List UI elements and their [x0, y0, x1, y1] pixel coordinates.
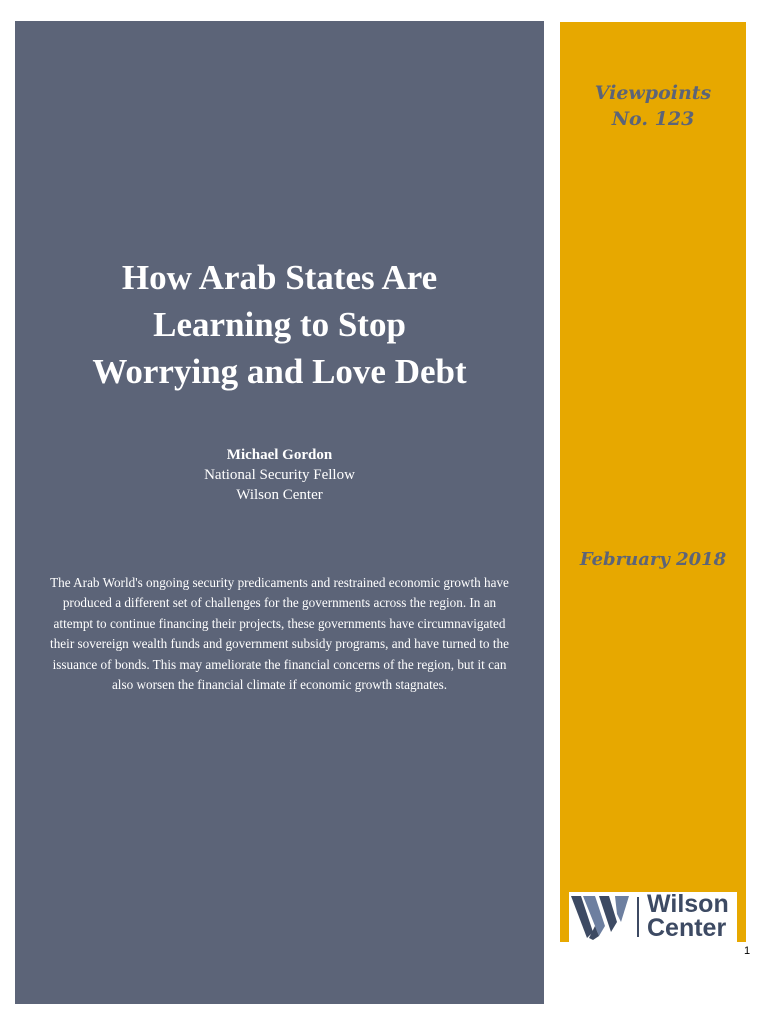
- series-label: [560, 80, 746, 132]
- logo-wordmark: [647, 892, 729, 940]
- wilson-center-w-logo-icon: [569, 892, 633, 942]
- abstract-text: The Arab World's ongoing security predicaments and restrained economic growth have produced a different set of challenges for the governments across the region. In an attempt to continue financing their projects, these governments have circumnavigated their sovereign wealth funds and government subsidy programs, and have turned to the issuance of bonds. This may ameliorate the financial concerns of the region, but it can also worsen the financial climate if economic growth stagnates.: [50, 575, 509, 693]
- title-line-3: Worrying and Love Debt: [92, 352, 467, 391]
- page-number: 1: [744, 945, 751, 957]
- cover-right-panel: [560, 22, 746, 942]
- author-block: [15, 445, 544, 505]
- author-organization: Wilson Center: [236, 487, 323, 503]
- cover-left-panel: [15, 21, 544, 1004]
- report-title: [15, 254, 544, 395]
- publication-date: February 2018: [579, 549, 727, 570]
- author-name: Michael Gordon: [226, 447, 333, 463]
- series-name: Viewpoints: [594, 82, 712, 104]
- series-number: No. 123: [611, 108, 695, 130]
- logo-divider: [637, 897, 639, 937]
- title-line-1: How Arab States Are: [121, 258, 438, 297]
- logo-line-2: Center: [647, 914, 727, 942]
- title-line-2: Learning to Stop: [153, 305, 406, 344]
- author-position: National Security Fellow: [204, 467, 355, 483]
- logo-line-1: Wilson: [647, 890, 729, 918]
- wilson-center-logo: [569, 892, 737, 942]
